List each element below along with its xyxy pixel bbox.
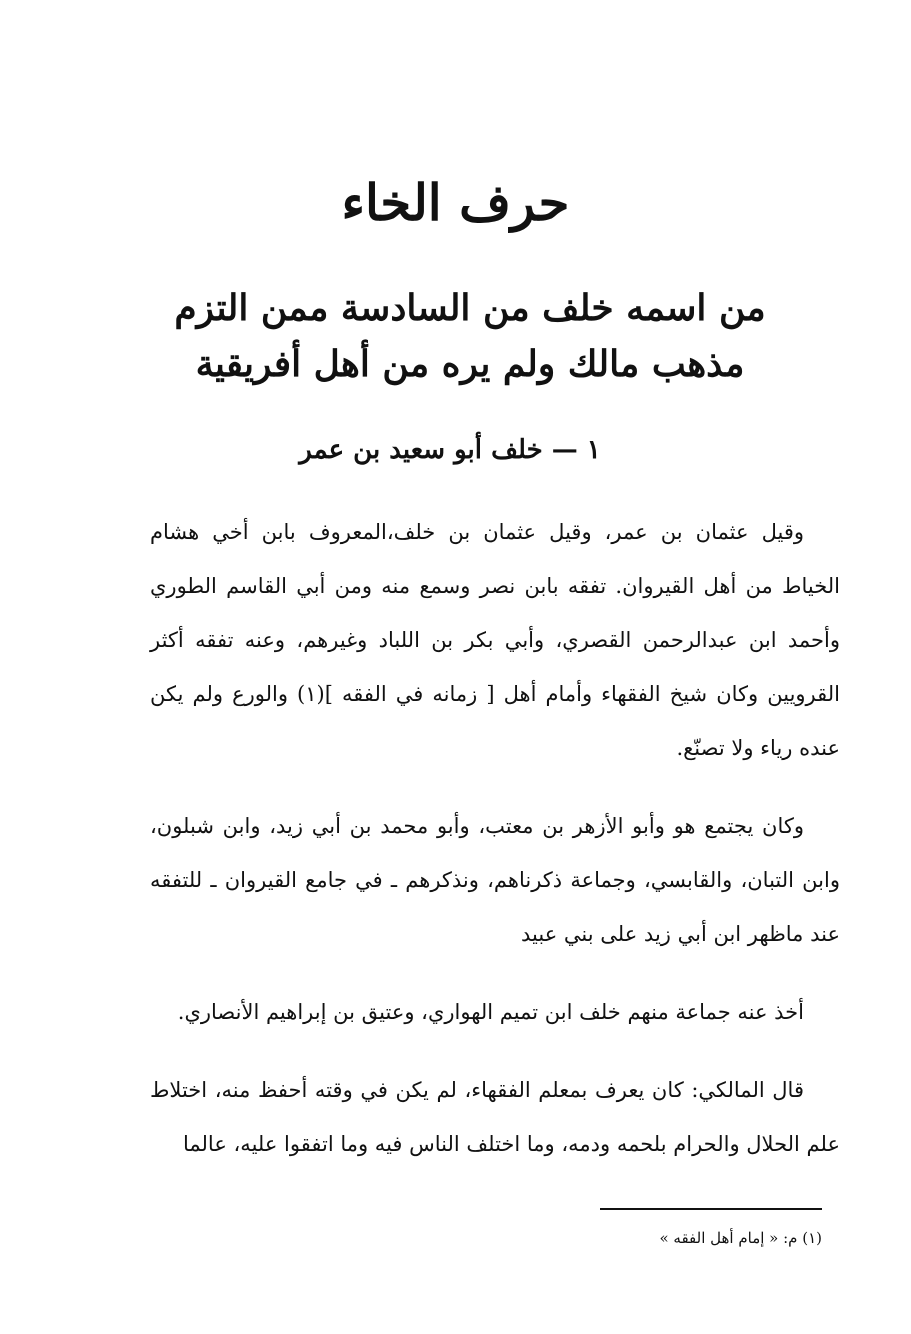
entry-heading: ١ — خلف أبو سعيد بن عمر (299, 435, 601, 465)
paragraph: قال المالكي: كان يعرف بمعلم الفقهاء، لم يكن في وقته أحفظ منه، اختلاط علم الحلال والحرام بلحمه ودمه، وما اختلف الناس فيه وما اتفقوا عليه، عالما (150, 1078, 840, 1156)
body-text (150, 505, 840, 1195)
paragraph: وكان يجتمع هو وأبو الأزهر بن معتب، وأبو محمد بن أبي زيد، وابن شبلون، وابن التبان، والقابسي، وجماعة ذكرناهم، ونذكرهم ـ في جامع القيروان ـ للتفقه عند ماظهر ابن أبي زيد على بني عبيد (150, 814, 840, 946)
paragraph: أخذ عنه جماعة منهم خلف ابن تميم الهواري، وعتيق بن إبراهيم الأنصاري. (177, 1000, 804, 1024)
footnote-divider (600, 1208, 822, 1210)
section-heading: من اسمه خلف من السادسة ممن التزم مذهب مالك ولم يره من أهل أفريقية (174, 287, 766, 385)
chapter-title: حرف الخاء (341, 173, 570, 232)
footnote: (١) م: « إمام أهل الفقه » (659, 1229, 822, 1247)
paragraph: وقيل عثمان بن عمر، وقيل عثمان بن خلف،المعروف بابن أخي هشام الخياط من أهل القيروان. تفقه بابن نصر وسمع منه ومن أبي القاسم الطوري وأحمد ابن عبدالرحمن القصري، وأبي بكر بن اللباد وغيرهم، وعنه تفقه أكثر القرويين وكان شيخ الفقهاء وأمام أهل [ زمانه في الفقه ](١) والورع ولم يكن عنده رياء ولا تصنّع. (150, 520, 840, 760)
